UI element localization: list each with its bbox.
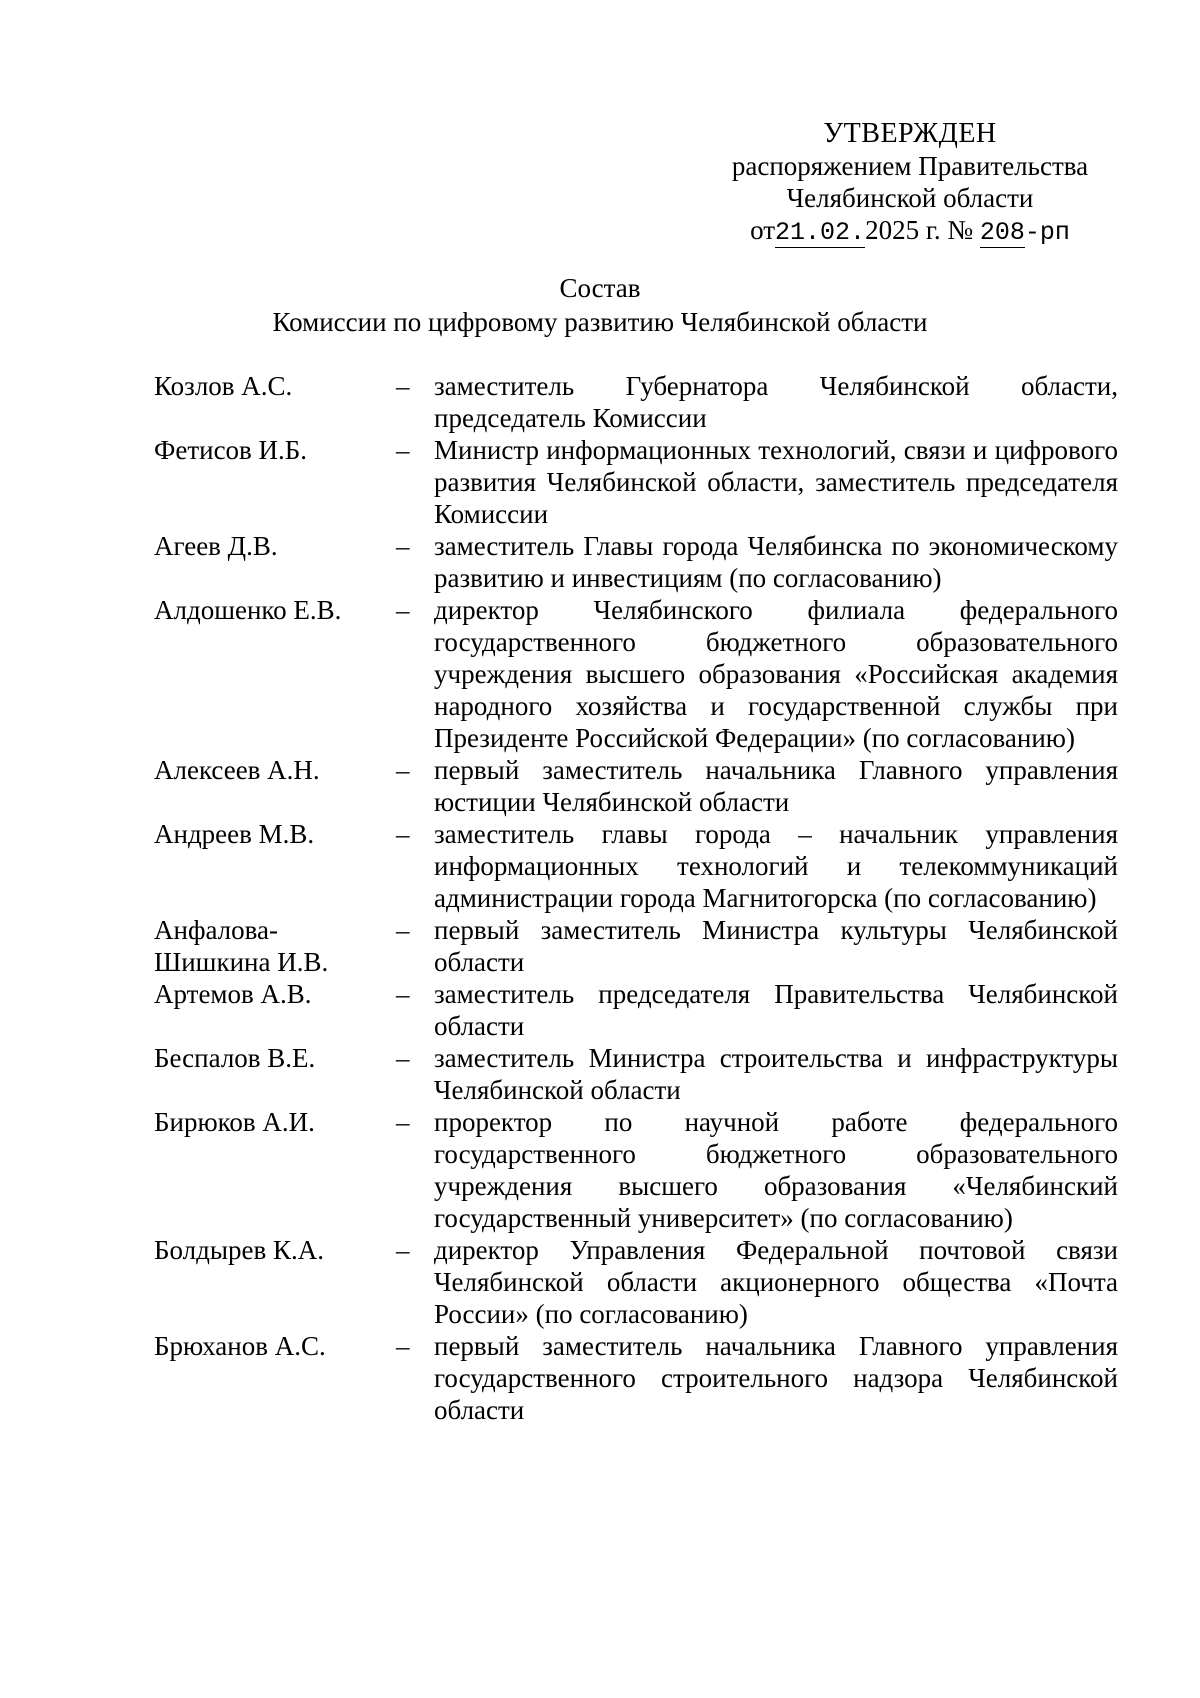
member-role: директор Челябинского филиала федерального государственного бюджетного образовательного учреждения высшего образования «Российская академия народного хозяйства и государственной службы при Президенте Российской Федерации» (по согласованию): [434, 595, 1118, 753]
member-role: Министр информационных технологий, связи и цифрового развития Челябинской области, заместитель председателя Комиссии: [434, 435, 1118, 529]
member-role: заместитель председателя Правительства Челябинской области: [434, 979, 1118, 1041]
member-row: [154, 370, 1118, 434]
member-name: Агеев Д.В.: [154, 531, 278, 561]
member-row: [154, 1042, 1118, 1106]
approval-date-line: [700, 214, 1120, 249]
member-dash: –: [396, 1043, 410, 1073]
member-dash: –: [396, 1107, 410, 1137]
member-row: [154, 754, 1118, 818]
member-role: первый заместитель начальника Главного управления государственного строительного надзора Челябинской области: [434, 1331, 1118, 1425]
member-row: [154, 818, 1118, 914]
approval-number-suffix: -рп: [1024, 218, 1070, 247]
member-role: директор Управления Федеральной почтовой связи Челябинской области акционерного общества «Почта России» (по согласованию): [434, 1235, 1118, 1329]
approval-year: 2025 г. №: [865, 215, 974, 245]
approval-title: УТВЕРЖДЕН: [823, 118, 997, 149]
member-dash: –: [396, 531, 410, 561]
member-row: [154, 1330, 1118, 1426]
member-row: [154, 914, 1118, 978]
member-name: Брюханов А.С.: [154, 1331, 326, 1361]
heading-subtitle: Комиссии по цифровому развитию Челябинской области: [272, 307, 928, 337]
heading-title: Состав: [559, 273, 641, 303]
member-role: заместитель Главы города Челябинска по экономическому развитию и инвестициям (по согласованию): [434, 531, 1118, 593]
member-role: проректор по научной работе федерального государственного бюджетного образовательного учреждения высшего образования «Челябинский государственный университет» (по согласованию): [434, 1107, 1118, 1233]
member-name: Бирюков А.И.: [154, 1107, 315, 1137]
member-role: первый заместитель начальника Главного управления юстиции Челябинской области: [434, 755, 1118, 817]
member-name: Беспалов В.Е.: [154, 1043, 316, 1073]
approval-date-prefix: от: [750, 215, 776, 245]
member-name: Анфалова- Шишкина И.В.: [154, 915, 329, 977]
member-role: заместитель главы города – начальник управления информационных технологий и телекоммуникаций администрации города Магнитогорска (по согласованию): [434, 819, 1118, 913]
member-role: заместитель Губернатора Челябинской области, председатель Комиссии: [434, 371, 1118, 433]
member-row: [154, 1234, 1118, 1330]
member-dash: –: [396, 819, 410, 849]
member-name: Алдошенко Е.В.: [154, 595, 342, 625]
approval-stamp: [700, 118, 1120, 249]
member-row: [154, 594, 1118, 754]
member-name: Андреев М.В.: [154, 819, 315, 849]
member-row: [154, 434, 1118, 530]
document-heading: [0, 272, 1200, 338]
member-dash: –: [396, 755, 410, 785]
approval-date: 21.02.: [775, 218, 866, 247]
member-name: Болдырев К.А.: [154, 1235, 324, 1265]
member-name: Алексеев А.Н.: [154, 755, 320, 785]
member-dash: –: [396, 979, 410, 1009]
member-name: Артемов А.В.: [154, 979, 312, 1009]
member-row: [154, 978, 1118, 1042]
member-name: Козлов А.С.: [154, 371, 293, 401]
approval-line-2: Челябинской области: [786, 183, 1034, 213]
member-dash: –: [396, 915, 410, 945]
member-name: Фетисов И.Б.: [154, 435, 308, 465]
member-dash: –: [396, 595, 410, 625]
member-dash: –: [396, 435, 410, 465]
member-row: [154, 1106, 1118, 1234]
approval-line-1: распоряжением Правительства: [731, 151, 1089, 181]
member-dash: –: [396, 1331, 410, 1361]
member-role: первый заместитель Министра культуры Челябинской области: [434, 915, 1118, 977]
approval-number: 208: [979, 218, 1025, 247]
member-row: [154, 530, 1118, 594]
members-list: [154, 370, 1118, 1426]
member-dash: –: [396, 1235, 410, 1265]
member-dash: –: [396, 371, 410, 401]
member-role: заместитель Министра строительства и инфраструктуры Челябинской области: [434, 1043, 1118, 1105]
